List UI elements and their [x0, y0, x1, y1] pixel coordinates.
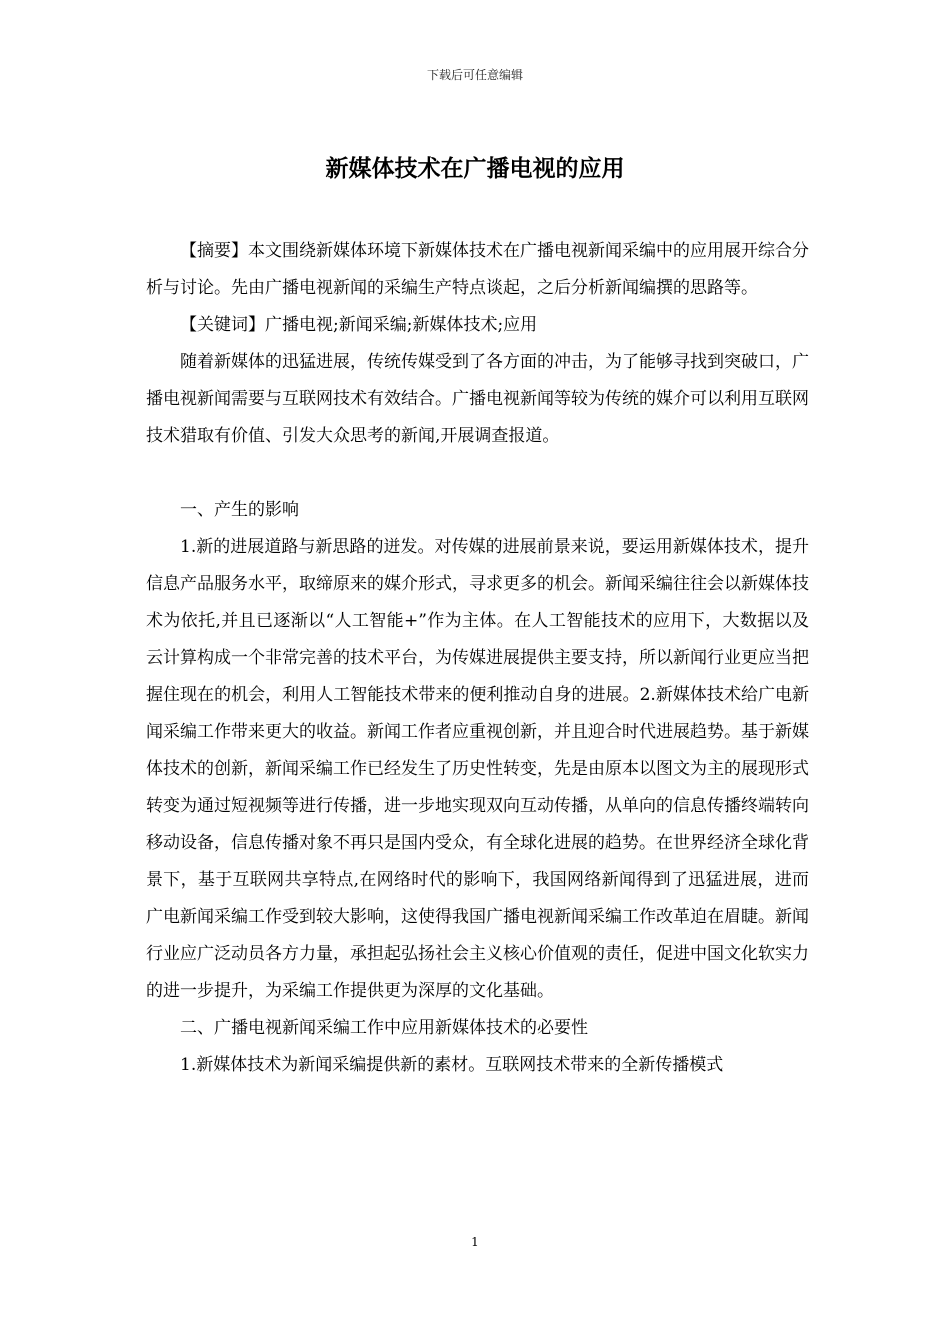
section-1-paragraph: 1.新的进展道路与新思路的迸发。对传媒的进展前景来说，要运用新媒体技术，提升信息产品服务水平，取缔原来的媒介形式，寻求更多的机会。新闻采编往往会以新媒体技术为依托,并且已逐渐以“人工智能+”作为主体。在人工智能技术的应用下，大数据以及云计算构成一个非常完善的技术平台，为传媒进展提供主要支持，所以新闻行业更应当把握住现在的机会，利用人工智能技术带来的便利推动自身的进展。2.新媒体技术给广电新闻采编工作带来更大的收益。新闻工作者应重视创新，并且迎合时代进展趋势。基于新媒体技术的创新，新闻采编工作已经发生了历史性转变，先是由原本以图文为主的展现形式转变为通过短视频等进行传播，进一步地实现双向互动传播，从单向的信息传播终端转向移动设备，信息传播对象不再只是国内受众，有全球化进展的趋势。在世界经济全球化背景下，基于互联网共享特点,在网络时代的影响下，我国网络新闻得到了迅猛进展，进而广电新闻采编工作受到较大影响，这使得我国广播电视新闻采编工作改革迫在眉睫。新闻行业应广泛动员各方力量，承担起弘扬社会主义核心价值观的责任，促进中国文化软实力的进一步提升，为采编工作提供更为深厚的文化基础。: [146, 537, 809, 1001]
intro-paragraph: 随着新媒体的迅猛进展，传统传媒受到了各方面的冲击，为了能够寻找到突破口，广播电视新闻需要与互联网技术有效结合。广播电视新闻等较为传统的媒介可以利用互联网技术猎取有价值、引发大众思考的新闻,开展调查报道。: [146, 352, 809, 446]
abstract-paragraph: 【摘要】本文围绕新媒体环境下新媒体技术在广播电视新闻采编中的应用展开综合分析与讨论。先由广播电视新闻的采编生产特点谈起，之后分析新闻编撰的思路等。: [146, 241, 809, 298]
paragraph-gap: [146, 455, 809, 492]
keywords-paragraph: 【关键词】广播电视;新闻采编;新媒体技术;应用: [180, 315, 538, 335]
document-body: [146, 233, 809, 1084]
page-number: 1: [471, 1235, 479, 1249]
page-header-note: 下载后可任意编辑: [426, 68, 523, 82]
section-heading-2: 二、广播电视新闻采编工作中应用新媒体技术的必要性: [180, 1018, 588, 1038]
document-title: 新媒体技术在广播电视的应用: [325, 155, 625, 182]
section-2-paragraph: 1.新媒体技术为新闻采编提供新的素材。互联网技术带来的全新传播模式: [180, 1055, 724, 1075]
section-heading-1: 一、产生的影响: [180, 500, 299, 520]
